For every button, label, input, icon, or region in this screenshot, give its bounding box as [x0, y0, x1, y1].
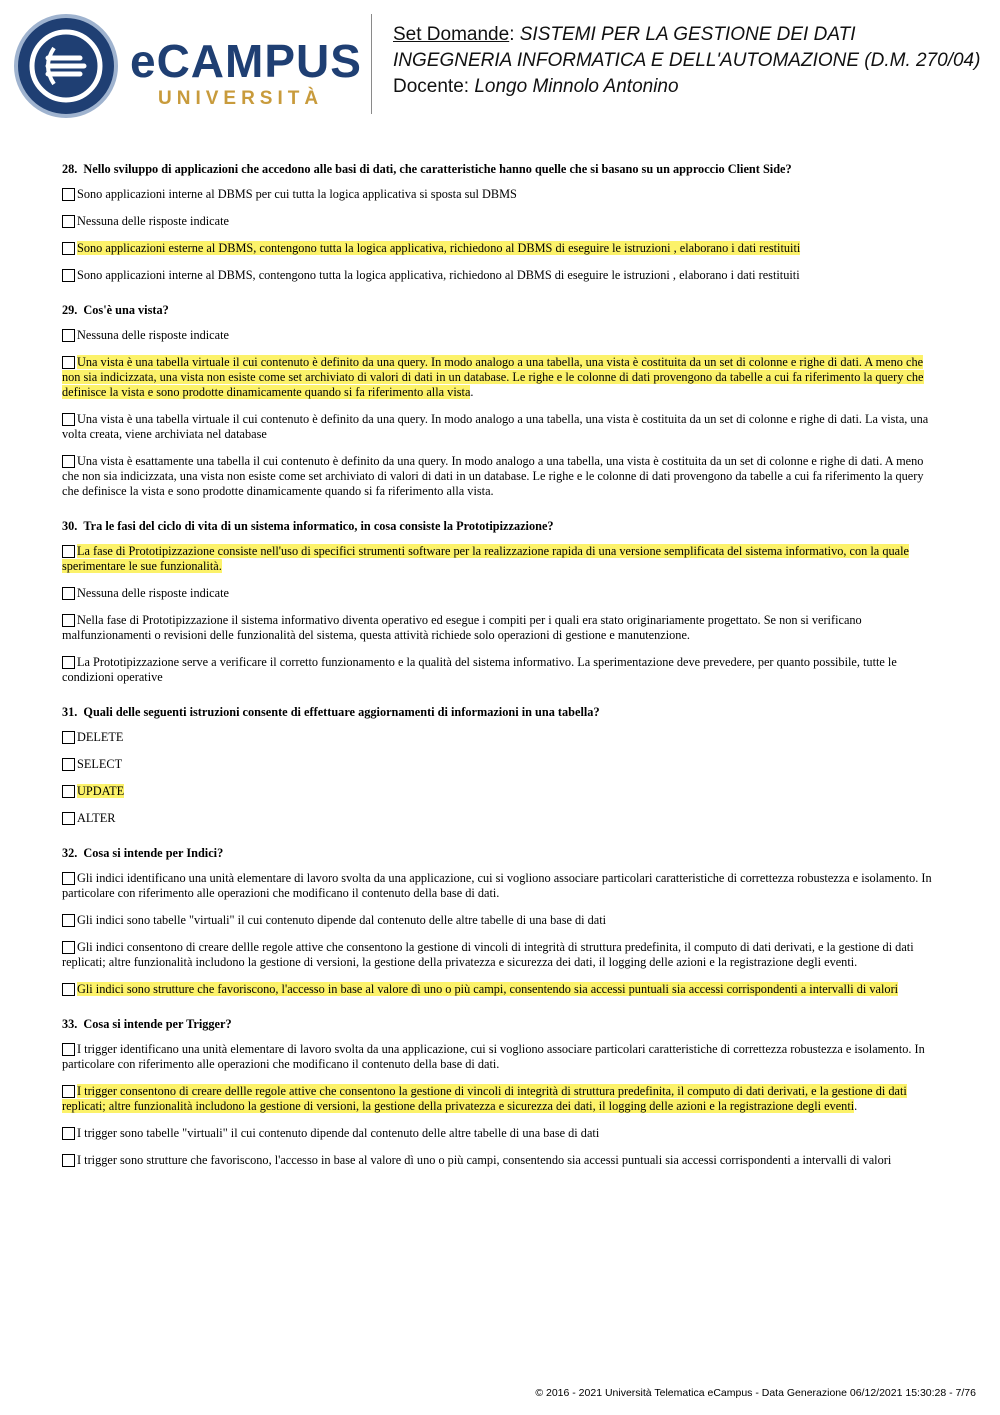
answer-option[interactable] — [62, 328, 938, 343]
logo-word: eCAMPUS — [130, 35, 362, 87]
answer-checkbox[interactable] — [62, 914, 75, 927]
answer-checkbox[interactable] — [62, 785, 75, 798]
answer-option[interactable] — [62, 1042, 938, 1072]
answer-text-tail: . — [854, 1099, 858, 1113]
answer-option[interactable] — [62, 784, 938, 799]
question-number: 30. — [62, 519, 78, 533]
answer-checkbox[interactable] — [62, 269, 75, 282]
answer-text: DELETE — [77, 730, 124, 744]
answer-text: SELECT — [77, 757, 123, 771]
answer-option[interactable] — [62, 940, 938, 970]
answer-text-highlighted: UPDATE — [77, 784, 125, 798]
answer-checkbox[interactable] — [62, 188, 75, 201]
answer-checkbox[interactable] — [62, 1085, 75, 1098]
answer-text: Gli indici consentono di creare dellle regole attive che consentono la gestione di vincoli di integrità di struttura predefinita, il computo di dati derivati, e la gestione di dati replicati; altre funzionalità includono la gestione di versioni, la gestione della privatezza e sicurezza dei dati, il logging delle azioni e la registrazione degli eventi. — [62, 940, 914, 969]
answer-checkbox[interactable] — [62, 941, 75, 954]
answer-option[interactable] — [62, 412, 938, 442]
answer-text: Nessuna delle risposte indicate — [77, 328, 229, 342]
ecampus-logo-badge — [14, 14, 118, 118]
answer-checkbox[interactable] — [62, 872, 75, 885]
teacher-name: Longo Minnolo Antonino — [474, 76, 679, 97]
answer-option[interactable] — [62, 544, 938, 574]
question-text: Nello sviluppo di applicazioni che accedono alle basi di dati, che caratteristiche hanno quelle che si basano su un approccio Client Side? — [83, 162, 792, 176]
logo-subtitle: UNIVERSITÀ — [158, 88, 324, 109]
answer-checkbox[interactable] — [62, 356, 75, 369]
page-footer: © 2016 - 2021 Università Telematica eCampus - Data Generazione 06/12/2021 15:30:28 - 7/76 — [535, 1387, 976, 1399]
answer-option[interactable] — [62, 1084, 938, 1114]
answer-option[interactable] — [62, 982, 938, 997]
answer-option[interactable] — [62, 586, 938, 601]
answer-text: Gli indici sono tabelle "virtuali" il cui contenuto dipende dal contenuto delle altre tabelle di una base di dati — [77, 913, 607, 927]
question-block — [62, 846, 938, 997]
answer-text-highlighted: La fase di Prototipizzazione consiste nell'uso di specifici strumenti software per la realizzazione rapida di una versione semplificata del sistema informativo, con la quale sperimentare le sue funzionalità. — [62, 544, 909, 573]
question-text: Cos'è una vista? — [83, 303, 169, 317]
question-title — [62, 846, 938, 861]
answer-text: Nessuna delle risposte indicate — [77, 214, 229, 228]
answer-option[interactable] — [62, 268, 938, 283]
question-number: 31. — [62, 705, 78, 719]
answer-checkbox[interactable] — [62, 455, 75, 468]
answer-text: Sono applicazioni interne al DBMS per cui tutta la logica applicativa si sposta sul DBMS — [77, 187, 517, 201]
question-text: Cosa si intende per Trigger? — [83, 1017, 232, 1031]
ecampus-emblem-icon — [18, 18, 114, 114]
answer-option[interactable] — [62, 454, 938, 499]
answer-text: ALTER — [77, 811, 116, 825]
ecampus-logo — [130, 35, 362, 110]
course-title: SISTEMI PER LA GESTIONE DEI DATI — [519, 24, 856, 45]
answer-option[interactable] — [62, 187, 938, 202]
course-info — [393, 22, 993, 100]
answer-checkbox[interactable] — [62, 545, 75, 558]
question-number: 28. — [62, 162, 78, 176]
set-label: Set Domande — [393, 24, 510, 45]
answer-text: Una vista è una tabella virtuale il cui contenuto è definito da una query. In modo analogo a una tabella, una vista è costituita da un set di colonne e righe di dati. La vista, una volta creata, viene archiviata nel database — [62, 412, 929, 441]
page-header — [0, 0, 1000, 130]
answer-text: I trigger sono tabelle "virtuali" il cui contenuto dipende dal contenuto delle altre tabelle di una base di dati — [77, 1126, 600, 1140]
answer-checkbox[interactable] — [62, 812, 75, 825]
answer-checkbox[interactable] — [62, 614, 75, 627]
answer-checkbox[interactable] — [62, 656, 75, 669]
question-list — [62, 162, 938, 1188]
question-title — [62, 1017, 938, 1032]
question-number: 33. — [62, 1017, 78, 1031]
question-block — [62, 519, 938, 685]
answer-checkbox[interactable] — [62, 758, 75, 771]
answer-option[interactable] — [62, 214, 938, 229]
answer-checkbox[interactable] — [62, 215, 75, 228]
answer-option[interactable] — [62, 655, 938, 685]
answer-text-highlighted: I trigger consentono di creare dellle regole attive che consentono la gestione di vincoli di integrità di struttura predefinita, il computo di dati derivati, e la gestione di dati replicati; altre funzionalità includono la gestione di versioni, la gestione della privatezza e sicurezza dei dati, il logging delle azioni e la registrazione degli eventi — [62, 1084, 907, 1113]
answer-text: I trigger sono strutture che favoriscono, l'accesso in base al valore dì uno o più campi, consentendo sia accessi puntuali sia accessi corrispondenti a intervalli di valori — [77, 1153, 892, 1167]
answer-text: Nella fase di Prototipizzazione il sistema informativo diventa operativo ed esegue i compiti per i quali era stato originariamente progettato. Se non si verificano malfunzionamenti o revisioni delle funzionalità del sistema, questa attività richiede solo operazioni di gestione e manutenzione. — [62, 613, 862, 642]
question-block — [62, 303, 938, 499]
answer-checkbox[interactable] — [62, 1043, 75, 1056]
answer-option[interactable] — [62, 871, 938, 901]
answer-checkbox[interactable] — [62, 329, 75, 342]
degree-line: INGEGNERIA INFORMATICA E DELL'AUTOMAZIONE (D.M. 270/04) — [393, 50, 981, 71]
answer-text: Gli indici identificano una unità elementare di lavoro svolta da una applicazione, cui si vogliono associare particolari caratteristiche di correttezza robustezza e isolamento. In particolare con riferimento alle operazioni che modificano il contenuto della base di dati. — [62, 871, 932, 900]
answer-checkbox[interactable] — [62, 1127, 75, 1140]
answer-text: Una vista è esattamente una tabella il cui contenuto è definito da una query. In modo analogo a una tabella, una vista è costituita da un set di colonne e righe di dati. A meno che non sia indicizzata, una vista non esiste come set archiviato di valori di dati in un database. Le righe e le colonne di dati provengono da tabelle a cui fa riferimento la query che definisce la vista e sono prodotte dinamicamente quando si fa riferimento alla vista. — [62, 454, 924, 498]
question-text: Quali delle seguenti istruzioni consente di effettuare aggiornamenti di informazioni in una tabella? — [83, 705, 600, 719]
answer-checkbox[interactable] — [62, 587, 75, 600]
answer-option[interactable] — [62, 241, 938, 256]
answer-text-highlighted: Gli indici sono strutture che favoriscono, l'accesso in base al valore dì uno o più campi, consentendo sia accessi puntuali sia accessi corrispondenti a intervalli di valori — [77, 982, 899, 996]
set-separator: : — [509, 24, 520, 45]
question-title — [62, 303, 938, 318]
answer-checkbox[interactable] — [62, 413, 75, 426]
answer-checkbox[interactable] — [62, 983, 75, 996]
answer-text: Sono applicazioni interne al DBMS, contengono tutta la logica applicativa, richiedono al DBMS di eseguire le istruzioni , elaborano i dati restituiti — [77, 268, 800, 282]
question-number: 29. — [62, 303, 78, 317]
answer-option[interactable] — [62, 613, 938, 643]
question-block — [62, 162, 938, 283]
answer-option[interactable] — [62, 1153, 938, 1168]
answer-text: Nessuna delle risposte indicate — [77, 586, 229, 600]
question-text: Cosa si intende per Indici? — [83, 846, 224, 860]
question-text: Tra le fasi del ciclo di vita di un sistema informatico, in cosa consiste la Prototipizzazione? — [83, 519, 554, 533]
answer-checkbox[interactable] — [62, 242, 75, 255]
answer-option[interactable] — [62, 757, 938, 772]
answer-text-tail: . — [470, 385, 474, 399]
question-block — [62, 1017, 938, 1168]
answer-text-highlighted: Una vista è una tabella virtuale il cui contenuto è definito da una query. In modo analogo a una tabella, una vista è costituita da un set di colonne e righe di dati. A meno che non sia indicizzata, una vista non esiste come set archiviato di valori di dati in un database. Le righe e le colonne di dati provengono da tabelle a cui fa riferimento la query che definisce la vista e sono prodotte dinamicamente quando si fa riferimento alla vista — [62, 355, 924, 399]
answer-option[interactable] — [62, 811, 938, 826]
teacher-label: Docente: — [393, 76, 475, 97]
teacher-line — [393, 74, 993, 100]
answer-text-highlighted: Sono applicazioni esterne al DBMS, contengono tutta la logica applicativa, richiedono al DBMS di eseguire le istruzioni , elaborano i dati restituiti — [77, 241, 801, 255]
answer-option[interactable] — [62, 913, 938, 928]
answer-option[interactable] — [62, 1126, 938, 1141]
answer-option[interactable] — [62, 730, 938, 745]
question-set-line — [393, 22, 993, 48]
answer-checkbox[interactable] — [62, 1154, 75, 1167]
question-title — [62, 162, 938, 177]
answer-text: La Prototipizzazione serve a verificare il corretto funzionamento e la qualità del sistema informativo. La sperimentazione deve prevedere, per quanto possibile, tutte le condizioni operative — [62, 655, 897, 684]
question-title — [62, 519, 938, 534]
answer-option[interactable] — [62, 355, 938, 400]
question-block — [62, 705, 938, 826]
answer-text: I trigger identificano una unità elementare di lavoro svolta da una applicazione, cui si vogliono associare particolari caratteristiche di correttezza robustezza e isolamento. In particolare con riferimento alle operazioni che modificano il contenuto della base di dati. — [62, 1042, 925, 1071]
question-title — [62, 705, 938, 720]
question-number: 32. — [62, 846, 78, 860]
header-divider — [371, 14, 372, 114]
answer-checkbox[interactable] — [62, 731, 75, 744]
